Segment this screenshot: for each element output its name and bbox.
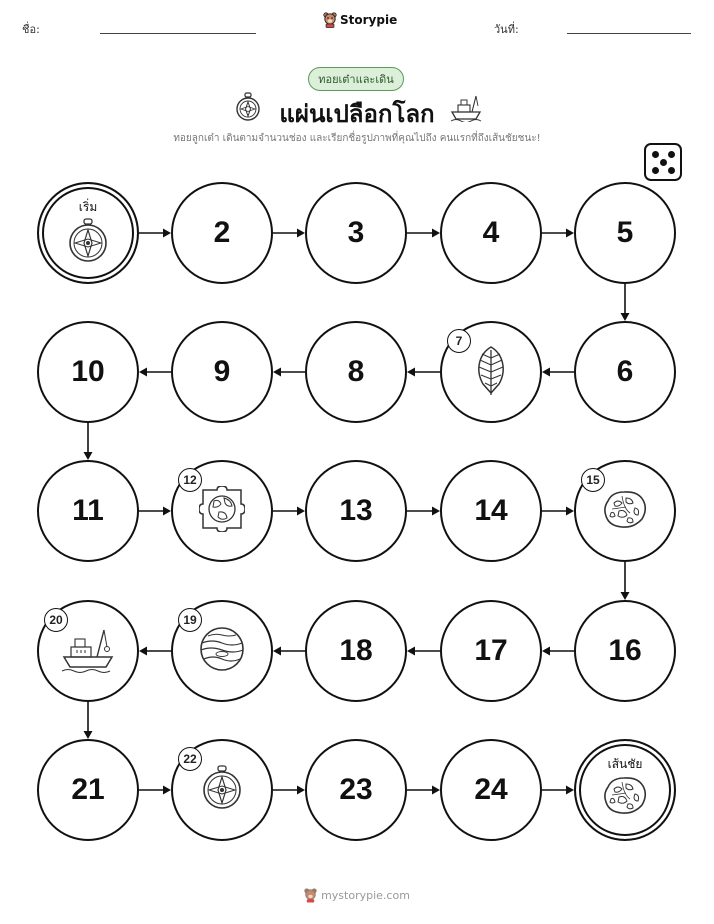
board-space-11[interactable]	[37, 460, 139, 562]
footer-url[interactable]: mystorypie.com	[321, 889, 410, 902]
tectonic-rock-icon	[602, 775, 648, 819]
path-arrow-head	[163, 786, 171, 795]
path-arrow-head	[566, 229, 574, 238]
board-space-23[interactable]	[305, 739, 407, 841]
path-arrow-head	[432, 507, 440, 516]
board-space-2[interactable]	[171, 182, 273, 284]
start-space[interactable]	[37, 182, 139, 284]
board-space-8[interactable]	[305, 321, 407, 423]
space-number: 16	[608, 634, 642, 667]
compass-icon	[66, 218, 110, 268]
path-arrow-head	[163, 507, 171, 516]
board-space-3[interactable]	[305, 182, 407, 284]
game-type-badge: ทอยเต๋าและเดิน	[308, 67, 404, 91]
path-arrow-head	[273, 368, 281, 377]
compass-icon	[200, 765, 244, 815]
board-space-16[interactable]	[574, 600, 676, 702]
research-ship-icon	[61, 625, 115, 677]
board-space-22[interactable]	[171, 739, 273, 841]
space-number: 21	[71, 773, 105, 806]
space-number: 8	[347, 355, 365, 388]
tectonic-rock-icon	[602, 489, 648, 533]
board-space-5[interactable]	[574, 182, 676, 284]
finish-label: เส้นชัย	[607, 757, 643, 771]
board-space-18[interactable]	[305, 600, 407, 702]
space-number: 3	[347, 216, 365, 249]
space-number: 18	[339, 634, 373, 667]
board-space-17[interactable]	[440, 600, 542, 702]
board-space-20[interactable]	[37, 600, 139, 702]
board-space-7[interactable]	[440, 321, 542, 423]
earth-layers-icon	[199, 626, 245, 676]
instructions-text: ทอยลูกเต๋า เดินตามจำนวนช่อง และเรียกชื่อรูปภาพที่คุณไปถึง คนแรกที่ถึงเส้นชัยชนะ!	[173, 133, 541, 144]
board-space-4[interactable]	[440, 182, 542, 284]
space-number: 10	[71, 355, 105, 388]
path-arrow-head	[432, 229, 440, 238]
space-number: 2	[213, 216, 231, 249]
space-number: 24	[474, 773, 508, 806]
path-arrow-head	[432, 786, 440, 795]
path-arrow-head	[297, 507, 305, 516]
footer	[0, 888, 714, 903]
path-arrow-head	[542, 368, 550, 377]
space-number-badge: 22	[178, 747, 202, 771]
board-space-6[interactable]	[574, 321, 676, 423]
name-label: ชื่อ:	[22, 23, 40, 36]
board-space-19[interactable]	[171, 600, 273, 702]
path-arrow-head	[407, 368, 415, 377]
path-arrow-head	[163, 229, 171, 238]
board-space-13[interactable]	[305, 460, 407, 562]
space-number: 5	[616, 216, 634, 249]
board-space-9[interactable]	[171, 321, 273, 423]
path-arrow-head	[542, 647, 550, 656]
start-label: เริ่ม	[78, 200, 98, 214]
board-space-24[interactable]	[440, 739, 542, 841]
space-number: 6	[616, 355, 634, 388]
page-title: แผ่นเปลือกโลก	[279, 100, 435, 128]
space-number-badge: 7	[447, 329, 471, 353]
space-number: 14	[474, 494, 508, 527]
space-number-badge: 12	[178, 468, 202, 492]
board-space-14[interactable]	[440, 460, 542, 562]
path-arrow-head	[621, 313, 630, 321]
path-arrow-head	[84, 452, 93, 460]
path-arrow-head	[273, 647, 281, 656]
board-space-10[interactable]	[37, 321, 139, 423]
path-arrow-head	[84, 731, 93, 739]
path-arrow-head	[566, 786, 574, 795]
board-space-12[interactable]	[171, 460, 273, 562]
date-label: วันที่:	[494, 23, 519, 36]
space-number: 9	[213, 355, 231, 388]
path-arrow-head	[139, 368, 147, 377]
path-arrow-head	[297, 229, 305, 238]
space-number: 17	[474, 634, 508, 667]
space-number: 23	[339, 773, 373, 806]
path-arrow-head	[621, 592, 630, 600]
puzzle-globe-icon	[199, 486, 245, 536]
path-arrow-head	[139, 647, 147, 656]
path-arrow-head	[407, 647, 415, 656]
bear-mascot-icon	[304, 888, 317, 903]
space-number: 13	[339, 494, 373, 527]
path-arrow-head	[297, 786, 305, 795]
leaf-icon	[469, 344, 513, 400]
space-number-badge: 15	[581, 468, 605, 492]
space-number: 11	[72, 494, 104, 527]
finish-space[interactable]	[574, 739, 676, 841]
board-space-21[interactable]	[37, 739, 139, 841]
space-number-badge: 20	[44, 608, 68, 632]
space-number-badge: 19	[178, 608, 202, 632]
brand-name: Storypie	[340, 13, 398, 27]
path-arrow-head	[566, 507, 574, 516]
board-space-15[interactable]	[574, 460, 676, 562]
space-number: 4	[482, 216, 500, 249]
